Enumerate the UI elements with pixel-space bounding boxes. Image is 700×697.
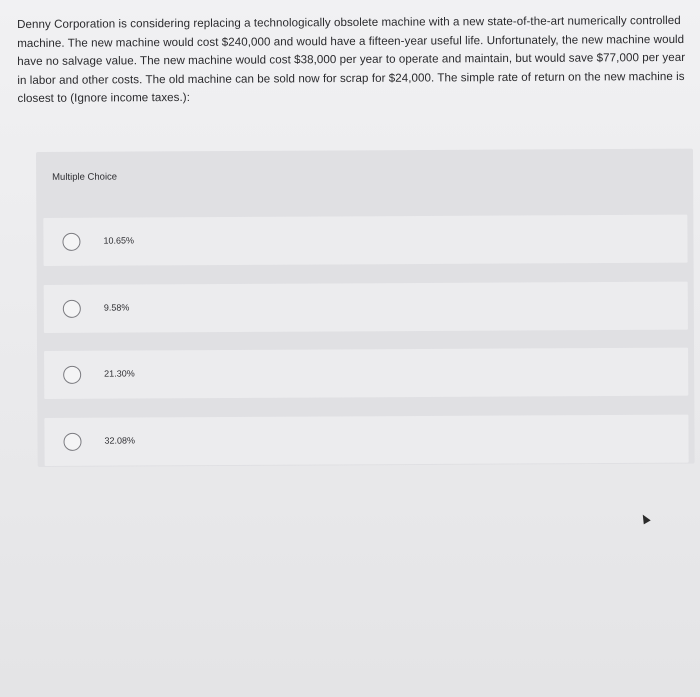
mouse-pointer-icon xyxy=(639,513,650,525)
option-label: 32.08% xyxy=(104,434,136,446)
multiple-choice-header: Multiple Choice xyxy=(52,171,118,183)
radio-circle-icon[interactable] xyxy=(63,299,81,317)
question-text: Denny Corporation is considering replacing a technologically obsolete machine with a new state-of-the-art numerically controlled machine. The new machine would cost $240,000 and would have a fifteen-year useful life. Unfortunately, the new machine would have no salvage value. The new machine would cost $38,000 per year to operate and maintain, but would save $77,000 per year in labor and other costs. The old machine can be sold now for scrap for $24,000. The simple rate of return on the new machine is closest to (Ignore income taxes.): xyxy=(17,13,686,105)
option-1[interactable] xyxy=(43,215,687,266)
radio-circle-icon[interactable] xyxy=(63,366,81,384)
option-label: 9.58% xyxy=(103,302,130,313)
option-3[interactable] xyxy=(44,348,688,399)
options-list xyxy=(43,215,688,484)
option-label: 21.30% xyxy=(104,368,135,379)
radio-circle-icon[interactable] xyxy=(63,432,81,450)
option-2[interactable] xyxy=(44,281,688,332)
option-label: 10.65% xyxy=(103,235,135,246)
option-4[interactable] xyxy=(44,414,688,465)
radio-circle-icon[interactable] xyxy=(62,233,80,251)
multiple-choice-panel xyxy=(36,149,695,467)
